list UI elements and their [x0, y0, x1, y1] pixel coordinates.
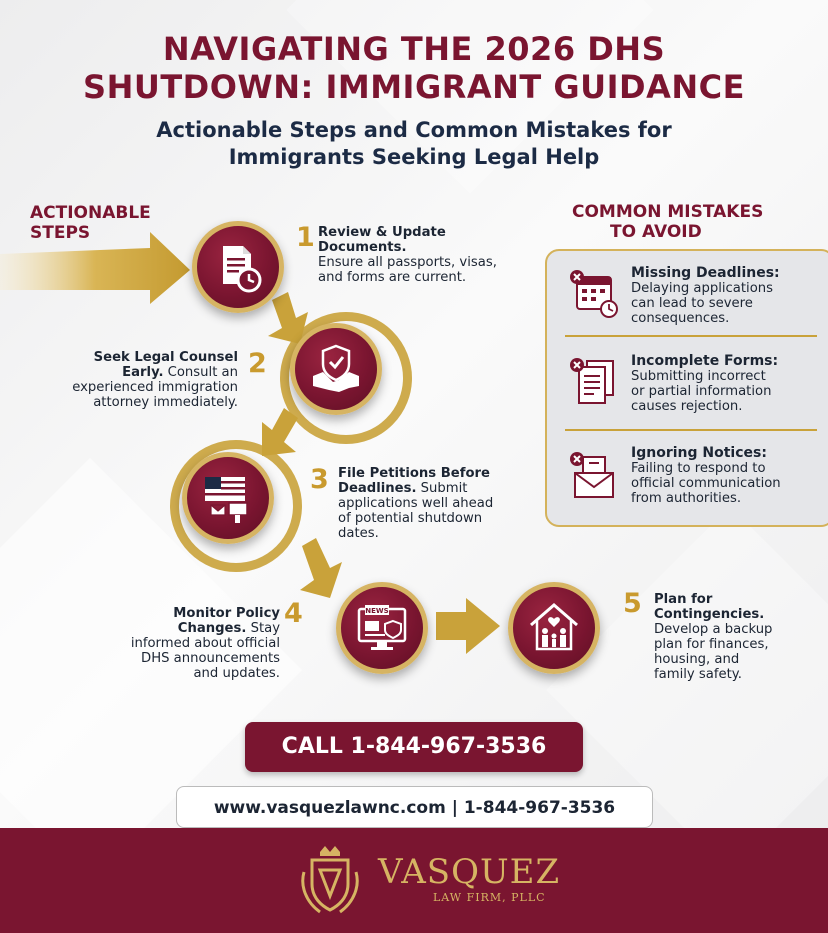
step-1-title-line1: Review & Update	[318, 225, 446, 240]
step-2-title-line2: Early.	[122, 365, 164, 380]
news-monitor-icon	[355, 601, 409, 655]
step-1-number: 1	[296, 222, 315, 253]
step-3-text	[338, 466, 528, 541]
step-3-number: 3	[310, 464, 329, 495]
mistake-divider	[565, 429, 817, 431]
mistake-1-title: Missing Deadlines:	[631, 265, 780, 281]
step-5-text	[654, 592, 804, 682]
mistake-3-title: Ignoring Notices:	[631, 445, 767, 461]
forms-icon	[569, 355, 619, 411]
step-1-text	[318, 225, 538, 285]
main-title-line2: SHUTDOWN: IMMIGRANT GUIDANCE	[83, 68, 745, 106]
mistake-divider	[565, 335, 817, 337]
mistake-3-desc	[631, 461, 811, 506]
step-2-circle	[290, 323, 382, 415]
step-4-number: 4	[284, 598, 303, 629]
entry-arrow	[0, 232, 190, 304]
step-3-desc-line4: dates.	[338, 526, 379, 541]
mistakes-heading-line2: TO AVOID	[610, 222, 702, 242]
step-1-circle	[192, 221, 284, 313]
mistake-2-desc-line2: or partial information	[631, 384, 772, 399]
step-4-desc-inline: Stay	[246, 621, 280, 636]
step-4-circle	[336, 582, 428, 674]
step-1-title-line2: Documents.	[318, 240, 407, 255]
step-5-desc-line2: plan for finances,	[654, 637, 769, 652]
step-2-desc-line2: experienced immigration	[72, 380, 238, 395]
website-phone-link[interactable]: www.vasquezlawnc.com | 1-844-967-3536	[176, 786, 653, 828]
mistake-1-desc-line3: consequences.	[631, 311, 730, 326]
footer	[0, 828, 828, 933]
subtitle-line2: Immigrants Seeking Legal Help	[228, 145, 600, 169]
calendar-clock-icon	[569, 267, 619, 323]
actionable-heading-line2: STEPS	[30, 223, 91, 243]
step-4-desc-line4: and updates.	[193, 666, 280, 681]
mistake-2-desc-line3: causes rejection.	[631, 399, 743, 414]
step-4-title-line1: Monitor Policy	[173, 606, 280, 621]
step-3-desc-line2: applications well ahead	[338, 496, 494, 511]
step-2-text	[40, 350, 238, 410]
step-2-title-line1: Seek Legal Counsel	[93, 350, 238, 365]
step-2-desc-inline: Consult an	[163, 365, 238, 380]
step-5-desc-line1: Develop a backup	[654, 622, 773, 637]
mistake-1-desc-line2: can lead to severe	[631, 296, 753, 311]
step-4-text	[100, 606, 280, 681]
step-3-desc-inline: Submit	[416, 481, 468, 496]
step-3-title-line2: Deadlines.	[338, 481, 417, 496]
mistake-3-desc-line2: official communication	[631, 476, 781, 491]
step-2-number: 2	[248, 348, 267, 379]
mistake-2-desc-line1: Submitting incorrect	[631, 369, 766, 384]
step-3-circle	[182, 452, 274, 544]
brand-name: VASQUEZ	[378, 852, 561, 892]
mistake-3-desc-line3: from authorities.	[631, 491, 742, 506]
step-5-number: 5	[623, 588, 642, 619]
mistake-1-desc	[631, 281, 811, 326]
step-5-desc-line3: housing, and	[654, 652, 740, 667]
step-3-title-line1: File Petitions Before	[338, 466, 490, 481]
actionable-heading-line1: ACTIONABLE	[30, 203, 151, 223]
call-button[interactable]: CALL 1-844-967-3536	[245, 722, 583, 772]
step-4-desc-line2: informed about official	[130, 636, 280, 651]
step-4-desc-line3: DHS announcements	[141, 651, 280, 666]
main-title-line1: NAVIGATING THE 2026 DHS	[162, 30, 666, 68]
arrow-3-4	[300, 538, 342, 598]
brand-subname: LAW FIRM, PLLC	[433, 891, 546, 904]
step-3-desc-line3: of potential shutdown	[338, 511, 483, 526]
step-5-title-line1: Plan for	[654, 592, 713, 607]
mistake-2-desc	[631, 369, 811, 414]
step-1-desc-line1: Ensure all passports, visas,	[318, 255, 497, 270]
shield-handshake-icon	[309, 342, 363, 396]
flag-mailbox-icon	[201, 471, 255, 525]
step-4-title-line2: Changes.	[177, 621, 247, 636]
envelope-icon	[569, 449, 619, 505]
step-1-desc-line2: and forms are current.	[318, 270, 467, 285]
mistake-3-desc-line1: Failing to respond to	[631, 461, 766, 476]
arrow-4-5	[436, 598, 500, 654]
document-clock-icon	[211, 240, 265, 294]
mistake-2-title: Incomplete Forms:	[631, 353, 779, 369]
svg-text:NEWS: NEWS	[365, 607, 389, 615]
mistakes-panel	[545, 249, 828, 527]
subtitle-line1: Actionable Steps and Common Mistakes for	[156, 118, 672, 142]
step-5-circle	[508, 582, 600, 674]
mistakes-heading-line1: COMMON MISTAKES	[572, 202, 764, 222]
mistake-1-desc-line1: Delaying applications	[631, 281, 774, 296]
step-5-desc-line4: family safety.	[654, 667, 742, 682]
step-2-desc-line3: attorney immediately.	[93, 395, 238, 410]
law-firm-crest-logo	[290, 842, 370, 922]
family-house-icon	[527, 601, 581, 655]
step-5-title-line2: Contingencies.	[654, 607, 765, 622]
